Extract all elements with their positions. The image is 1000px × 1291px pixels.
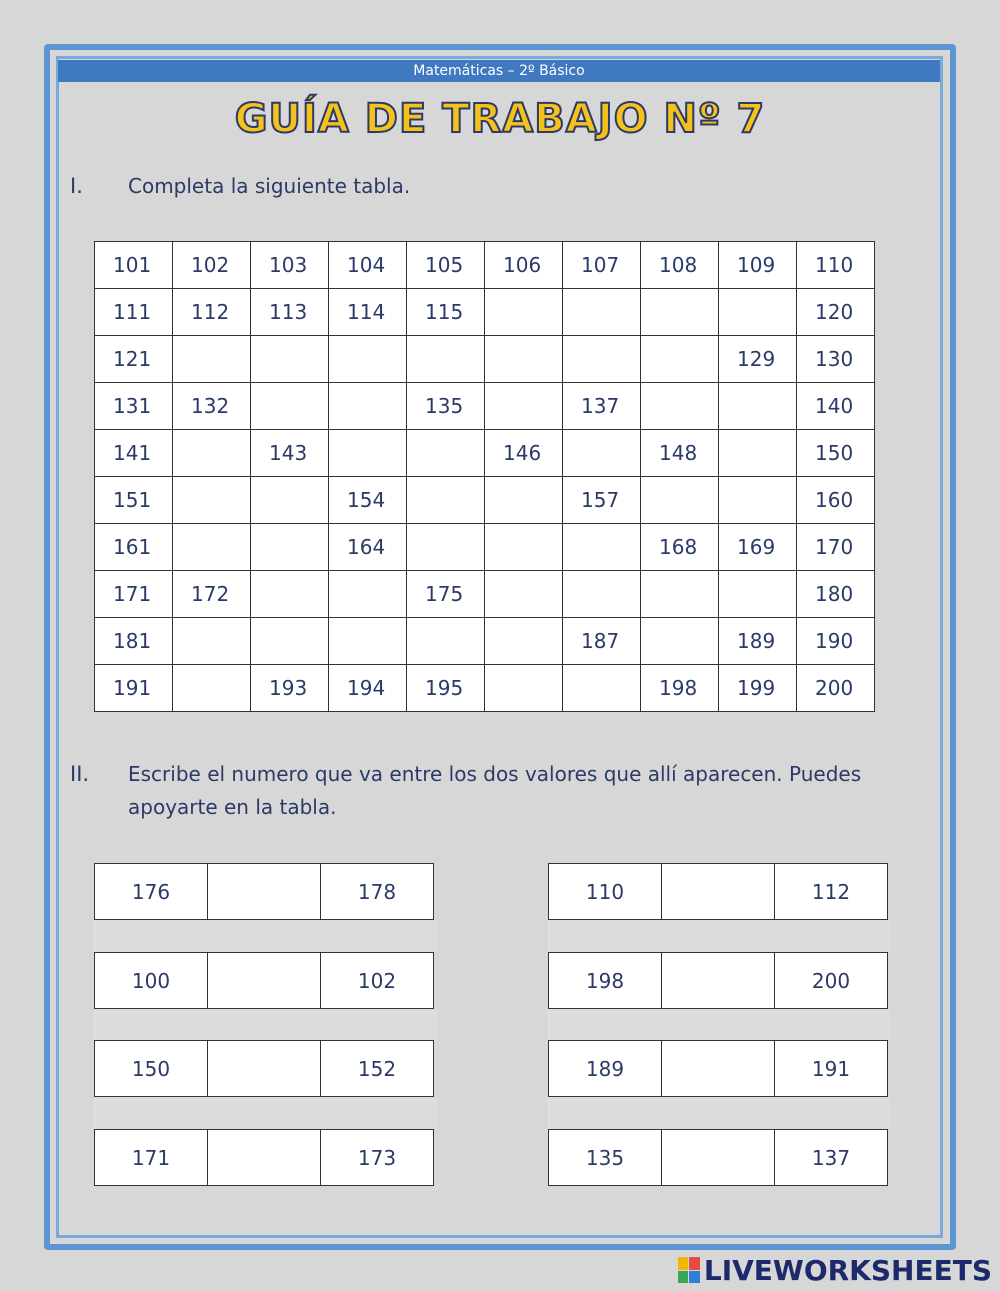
- grid-number-cell: 200: [797, 665, 875, 712]
- grid-number-cell: 105: [407, 242, 485, 289]
- grid-number-cell: 129: [719, 336, 797, 383]
- grid-row: [95, 383, 875, 430]
- grid-number-cell: 191: [95, 665, 173, 712]
- number-sequence-row: [548, 952, 888, 1009]
- number-sequence-row: [94, 863, 434, 920]
- grid-number-cell: 199: [719, 665, 797, 712]
- grid-blank-cell[interactable]: [641, 477, 719, 524]
- grid-number-cell: 175: [407, 571, 485, 618]
- grid-number-cell: 195: [407, 665, 485, 712]
- number-grid: [94, 241, 875, 712]
- grid-number-cell: 168: [641, 524, 719, 571]
- grid-blank-cell[interactable]: [251, 336, 329, 383]
- grid-blank-cell[interactable]: [641, 571, 719, 618]
- grid-number-cell: 102: [173, 242, 251, 289]
- grid-number-cell: 170: [797, 524, 875, 571]
- given-number-cell: 100: [94, 952, 208, 1009]
- answer-blank-cell[interactable]: [207, 952, 321, 1009]
- answer-blank-cell[interactable]: [207, 1040, 321, 1097]
- grid-blank-cell[interactable]: [719, 430, 797, 477]
- grid-row: [95, 336, 875, 383]
- given-number-cell: 152: [320, 1040, 434, 1097]
- number-sequence-row: [548, 1040, 888, 1097]
- grid-blank-cell[interactable]: [173, 524, 251, 571]
- grid-blank-cell[interactable]: [173, 618, 251, 665]
- row-spacer: [94, 1009, 437, 1041]
- given-number-cell: 200: [774, 952, 888, 1009]
- grid-number-cell: 190: [797, 618, 875, 665]
- grid-blank-cell[interactable]: [641, 336, 719, 383]
- grid-blank-cell[interactable]: [563, 665, 641, 712]
- given-number-cell: 198: [548, 952, 662, 1009]
- number-sequence-row: [94, 1129, 434, 1186]
- given-number-cell: 171: [94, 1129, 208, 1186]
- number-sequence-row: [548, 1129, 888, 1186]
- grid-blank-cell[interactable]: [485, 477, 563, 524]
- grid-number-cell: 111: [95, 289, 173, 336]
- grid-number-cell: 169: [719, 524, 797, 571]
- grid-blank-cell[interactable]: [719, 289, 797, 336]
- grid-number-cell: 113: [251, 289, 329, 336]
- liveworksheets-logo: [678, 1254, 992, 1286]
- row-spacer: [548, 920, 891, 952]
- grid-number-cell: 101: [95, 242, 173, 289]
- grid-blank-cell[interactable]: [719, 383, 797, 430]
- grid-number-cell: 154: [329, 477, 407, 524]
- grid-number-cell: 143: [251, 430, 329, 477]
- grid-number-cell: 135: [407, 383, 485, 430]
- grid-number-cell: 181: [95, 618, 173, 665]
- given-number-cell: 176: [94, 863, 208, 920]
- grid-number-cell: 151: [95, 477, 173, 524]
- grid-blank-cell[interactable]: [485, 571, 563, 618]
- section-2-instruction: [128, 758, 948, 824]
- logo-badge-square: [678, 1257, 689, 1270]
- grid-blank-cell[interactable]: [563, 524, 641, 571]
- section-2-line-1: Escribe el numero que va entre los dos valores que allí aparecen. Puedes: [128, 762, 862, 786]
- given-number-cell: 112: [774, 863, 888, 920]
- grid-number-cell: 187: [563, 618, 641, 665]
- given-number-cell: 137: [774, 1129, 888, 1186]
- grid-blank-cell[interactable]: [563, 430, 641, 477]
- grid-blank-cell[interactable]: [407, 618, 485, 665]
- grid-number-cell: 132: [173, 383, 251, 430]
- grid-blank-cell[interactable]: [329, 430, 407, 477]
- grid-blank-cell[interactable]: [407, 477, 485, 524]
- grid-number-cell: 110: [797, 242, 875, 289]
- number-sequence-row: [94, 952, 434, 1009]
- given-number-cell: 110: [548, 863, 662, 920]
- answer-blank-cell[interactable]: [661, 1129, 775, 1186]
- grid-blank-cell[interactable]: [329, 618, 407, 665]
- grid-row: [95, 618, 875, 665]
- grid-blank-cell[interactable]: [563, 289, 641, 336]
- given-number-cell: 189: [548, 1040, 662, 1097]
- logo-badge-square: [678, 1271, 689, 1284]
- grid-blank-cell[interactable]: [485, 524, 563, 571]
- number-sequence-row: [94, 1040, 434, 1097]
- grid-blank-cell[interactable]: [641, 618, 719, 665]
- grid-number-cell: 137: [563, 383, 641, 430]
- answer-blank-cell[interactable]: [207, 863, 321, 920]
- grid-row: [95, 524, 875, 571]
- grid-blank-cell[interactable]: [563, 571, 641, 618]
- grid-row: [95, 289, 875, 336]
- answer-blank-cell[interactable]: [661, 952, 775, 1009]
- grid-number-cell: 115: [407, 289, 485, 336]
- grid-number-cell: 108: [641, 242, 719, 289]
- answer-blank-cell[interactable]: [661, 1040, 775, 1097]
- grid-row: [95, 430, 875, 477]
- grid-blank-cell[interactable]: [563, 336, 641, 383]
- given-number-cell: 102: [320, 952, 434, 1009]
- grid-row: [95, 477, 875, 524]
- grid-number-cell: 171: [95, 571, 173, 618]
- grid-blank-cell[interactable]: [641, 289, 719, 336]
- section-1-instruction: Completa la siguiente tabla.: [128, 174, 411, 198]
- grid-blank-cell[interactable]: [173, 336, 251, 383]
- grid-blank-cell[interactable]: [485, 618, 563, 665]
- logo-text: LIVEWORKSHEETS: [703, 1253, 992, 1287]
- grid-blank-cell[interactable]: [485, 289, 563, 336]
- grid-number-cell: 194: [329, 665, 407, 712]
- grid-blank-cell[interactable]: [407, 336, 485, 383]
- given-number-cell: 178: [320, 863, 434, 920]
- grid-blank-cell[interactable]: [173, 430, 251, 477]
- grid-number-cell: 120: [797, 289, 875, 336]
- grid-blank-cell[interactable]: [485, 665, 563, 712]
- grid-number-cell: 130: [797, 336, 875, 383]
- section-2-line-2: apoyarte en la tabla.: [128, 795, 337, 819]
- answer-blank-cell[interactable]: [661, 863, 775, 920]
- grid-number-cell: 121: [95, 336, 173, 383]
- grid-blank-cell[interactable]: [251, 618, 329, 665]
- worksheet-title: GUÍA DE TRABAJO Nº 7: [234, 96, 766, 142]
- grid-number-cell: 140: [797, 383, 875, 430]
- grid-blank-cell[interactable]: [329, 336, 407, 383]
- grid-number-cell: 106: [485, 242, 563, 289]
- grid-blank-cell[interactable]: [407, 430, 485, 477]
- grid-blank-cell[interactable]: [251, 571, 329, 618]
- grid-number-cell: 193: [251, 665, 329, 712]
- grid-row: [95, 665, 875, 712]
- grid-row: [95, 571, 875, 618]
- given-number-cell: 135: [548, 1129, 662, 1186]
- row-spacer: [94, 1097, 437, 1129]
- grid-blank-cell[interactable]: [329, 571, 407, 618]
- grid-row: [95, 242, 875, 289]
- logo-badge-square: [689, 1271, 700, 1284]
- grid-number-cell: 150: [797, 430, 875, 477]
- grid-blank-cell[interactable]: [329, 383, 407, 430]
- logo-badge-icon: [678, 1257, 700, 1283]
- grid-number-cell: 146: [485, 430, 563, 477]
- grid-number-cell: 161: [95, 524, 173, 571]
- grid-blank-cell[interactable]: [485, 336, 563, 383]
- grid-blank-cell[interactable]: [173, 477, 251, 524]
- grid-blank-cell[interactable]: [485, 383, 563, 430]
- grid-blank-cell[interactable]: [251, 524, 329, 571]
- given-number-cell: 191: [774, 1040, 888, 1097]
- row-spacer: [548, 1009, 891, 1041]
- grid-number-cell: 141: [95, 430, 173, 477]
- given-number-cell: 150: [94, 1040, 208, 1097]
- grid-blank-cell[interactable]: [719, 477, 797, 524]
- grid-blank-cell[interactable]: [251, 383, 329, 430]
- grid-number-cell: 172: [173, 571, 251, 618]
- grid-blank-cell[interactable]: [407, 524, 485, 571]
- grid-number-cell: 109: [719, 242, 797, 289]
- grid-number-cell: 104: [329, 242, 407, 289]
- row-spacer: [548, 1097, 891, 1129]
- grid-number-cell: 198: [641, 665, 719, 712]
- section-1-number: I.: [70, 174, 83, 198]
- grid-blank-cell[interactable]: [251, 477, 329, 524]
- grid-blank-cell[interactable]: [719, 571, 797, 618]
- grid-number-cell: 148: [641, 430, 719, 477]
- grid-number-cell: 160: [797, 477, 875, 524]
- grid-number-cell: 107: [563, 242, 641, 289]
- grid-blank-cell[interactable]: [641, 383, 719, 430]
- section-2-number: II.: [70, 762, 90, 786]
- grid-number-cell: 180: [797, 571, 875, 618]
- grid-blank-cell[interactable]: [173, 665, 251, 712]
- grid-number-cell: 112: [173, 289, 251, 336]
- grid-number-cell: 103: [251, 242, 329, 289]
- grid-number-cell: 164: [329, 524, 407, 571]
- grid-number-cell: 157: [563, 477, 641, 524]
- subject-header: Matemáticas – 2º Básico: [58, 60, 940, 82]
- number-sequence-row: [548, 863, 888, 920]
- logo-badge-square: [689, 1257, 700, 1270]
- row-spacer: [94, 920, 437, 952]
- given-number-cell: 173: [320, 1129, 434, 1186]
- answer-blank-cell[interactable]: [207, 1129, 321, 1186]
- grid-number-cell: 131: [95, 383, 173, 430]
- grid-number-cell: 114: [329, 289, 407, 336]
- grid-number-cell: 189: [719, 618, 797, 665]
